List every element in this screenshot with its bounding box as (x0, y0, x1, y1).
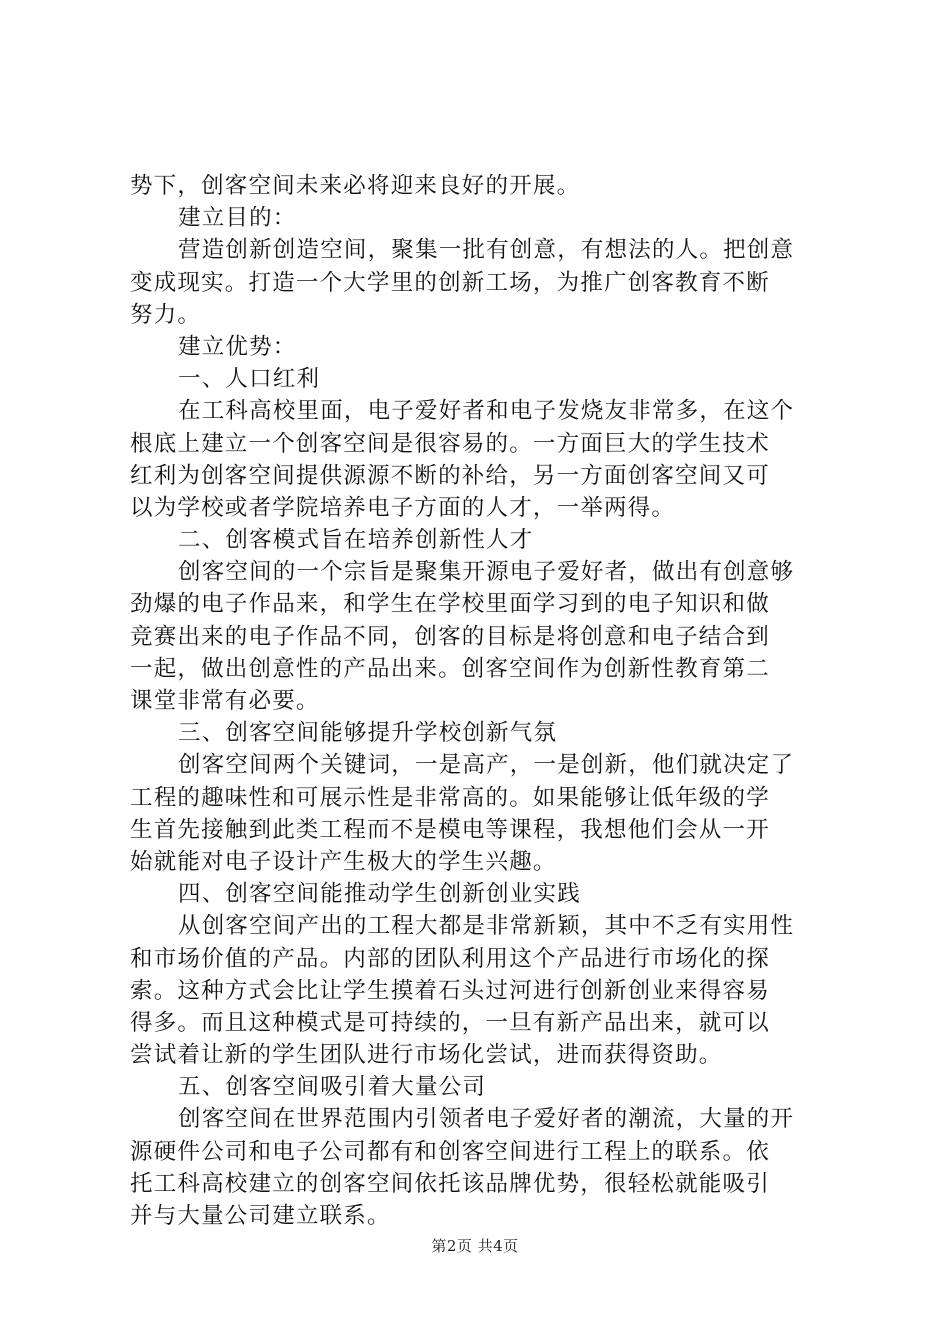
text-line: 并与大量公司建立联系。 (130, 1203, 391, 1229)
text-line: 五、创客空间吸引着大量公司 (178, 1074, 487, 1101)
text-line: 托工科高校建立的创客空间依托该品牌优势，很轻松就能吸引 (130, 1170, 770, 1197)
text-line: 和市场价值的产品。内部的团队利用这个产品进行市场化的探 (130, 945, 770, 972)
text-line: 四、创客空间能推动学生创新创业实践 (178, 881, 581, 908)
text-line: 得多。而且这种模式是可持续的，一旦有新产品出来，就可以 (130, 1009, 770, 1036)
text-line: 以为学校或者学院培养电子方面的人才，一举两得。 (130, 494, 676, 521)
text-line: 尝试着让新的学生团队进行市场化尝试，进而获得资助。 (130, 1042, 723, 1069)
text-line: 创客空间在世界范围内引领者电子爱好者的潮流，大量的开 (178, 1106, 795, 1133)
page-footer: 第2页 共4页 (431, 1237, 519, 1255)
text-line: 营造创新创造空间，聚集一批有创意，有想法的人。把创意 (178, 237, 795, 264)
text-line: 创客空间的一个宗旨是聚集开源电子爱好者，做出有创意够 (178, 559, 795, 586)
text-line: 一起，做出创意性的产品出来。创客空间作为创新性教育第二 (130, 655, 770, 682)
text-line: 竞赛出来的电子作品不同，创客的目标是将创意和电子结合到 (130, 623, 770, 650)
text-line: 课堂非常有必要。 (130, 688, 320, 714)
text-line: 生首先接触到此类工程而不是模电等课程，我想他们会从一开 (130, 816, 770, 843)
text-line: 建立目的： (178, 205, 297, 232)
text-line: 始就能对电子设计产生极大的学生兴趣。 (130, 848, 557, 875)
text-line: 劲爆的电子作品来，和学生在学校里面学习到的电子知识和做 (130, 591, 770, 618)
text-line: 建立优势： (178, 333, 297, 360)
text-line: 索。这种方式会比让学生摸着石头过河进行创新创业来得容易 (130, 977, 770, 1004)
text-line: 创客空间两个关键词，一是高产，一是创新，他们就决定了 (178, 752, 795, 779)
text-line: 工程的趣味性和可展示性是非常高的。如果能够让低年级的学 (130, 784, 770, 811)
text-line: 二、创客模式旨在培养创新性人才 (178, 527, 534, 554)
text-line: 根底上建立一个创客空间是很容易的。一方面巨大的学生技术 (130, 430, 770, 457)
text-line: 三、创客空间能够提升学校创新气氛 (178, 720, 558, 747)
text-line: 变成现实。打造一个大学里的创新工场，为推广创客教育不断 (130, 269, 770, 296)
document-body (130, 170, 835, 1232)
text-line: 一、人口红利 (178, 366, 321, 393)
text-line: 从创客空间产出的工程大都是非常新颖，其中不乏有实用性 (178, 913, 795, 940)
text-line: 势下，创客空间未来必将迎来良好的开展。 (130, 173, 581, 199)
text-line: 红利为创客空间提供源源不断的补给，另一方面创客空间又可 (130, 462, 770, 489)
text-line: 源硬件公司和电子公司都有和创客空间进行工程上的联系。依 (130, 1138, 770, 1165)
text-line: 努力。 (130, 301, 202, 328)
text-line: 在工科高校里面，电子爱好者和电子发烧友非常多，在这个 (178, 398, 795, 425)
